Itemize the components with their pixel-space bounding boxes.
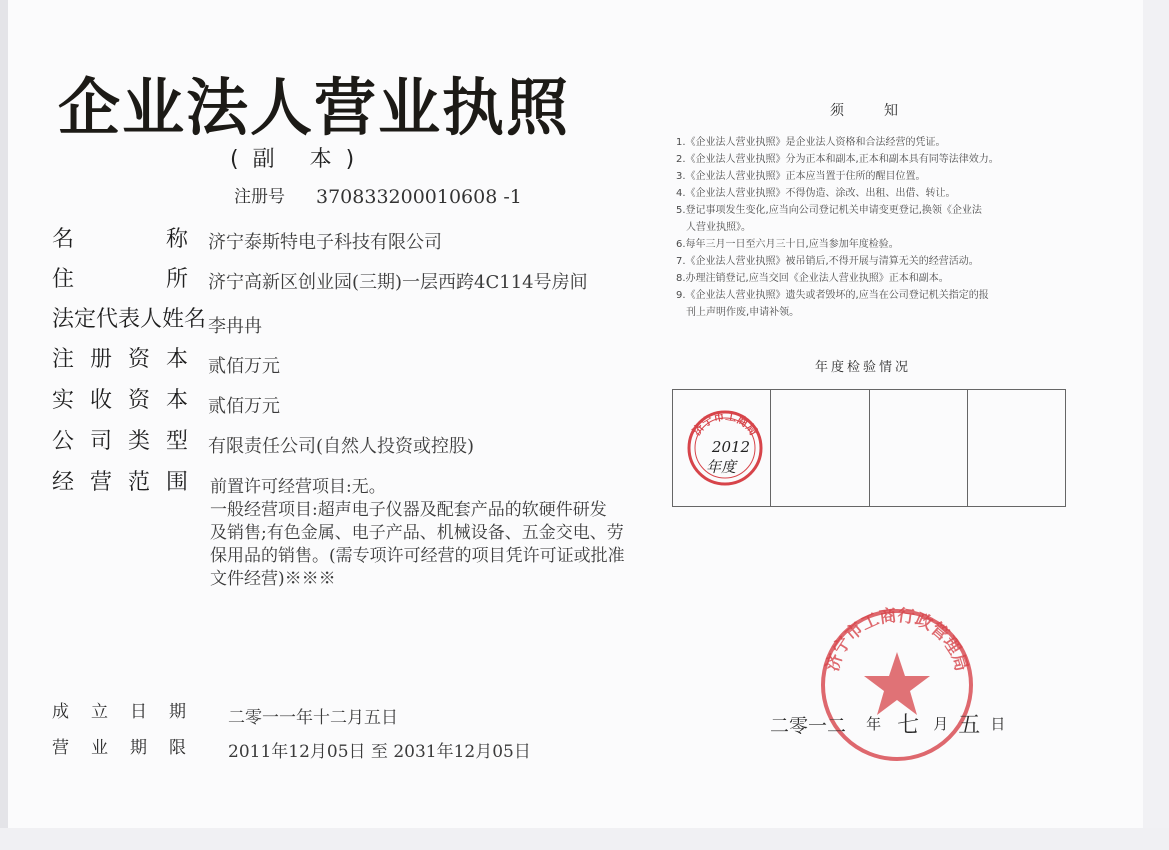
notice-item: 人营业执照》。 xyxy=(686,222,751,233)
notice-item: 1.《企业法人营业执照》是企业法人资格和合法经营的凭证。 xyxy=(676,137,946,148)
scope-line: 前置许可经营项目:无。 xyxy=(210,477,386,497)
copy-label: (副 本) xyxy=(230,147,369,172)
notice-item: 7.《企业法人营业执照》被吊销后,不得开展与清算无关的经营活动。 xyxy=(676,256,979,267)
notice-item: 5.登记事项发生变化,应当向公司登记机关申请变更登记,换领《企业法 xyxy=(676,205,982,216)
company-type-value: 有限责任公司(自然人投资或控股) xyxy=(208,436,475,457)
scan-edge-right xyxy=(1143,0,1169,850)
paid-capital-label: 实收资本 xyxy=(52,388,188,413)
name-label: 名称 xyxy=(52,227,188,252)
inspection-cell xyxy=(968,390,1065,506)
notice-item: 2.《企业法人营业执照》分为正本和副本,正本和副本具有同等法律效力。 xyxy=(676,154,999,165)
scan-edge-left xyxy=(0,0,8,850)
seal-star-icon xyxy=(864,652,930,715)
reg-no-value: 370833200010608 -1 xyxy=(316,186,522,208)
issue-date-year-char: 年 xyxy=(866,715,882,733)
notice-item: 8.办理注销登记,应当交回《企业法人营业执照》正本和副本。 xyxy=(676,273,949,284)
issue-date-month-value: 七 xyxy=(897,713,920,738)
notice-title: 须知 xyxy=(830,103,938,119)
business-scope-text xyxy=(210,476,630,591)
annual-inspection-title: 年度检验情况 xyxy=(815,360,912,375)
issue-date-day-value: 五 xyxy=(958,713,981,738)
scope-line: 一般经营项目:超声电子仪器及配套产品的软硬件研发 xyxy=(210,500,607,520)
reg-no-label: 注册号 xyxy=(234,187,285,207)
notice-item: 6.每年三月一日至六月三十日,应当参加年度检验。 xyxy=(676,239,899,250)
legal-rep-value: 李冉冉 xyxy=(208,316,262,337)
established-date-value: 二零一一年十二月五日 xyxy=(228,708,398,728)
address-label: 住所 xyxy=(52,267,188,292)
handwritten-year: 2012 xyxy=(711,438,751,456)
issue-date-day-char: 日 xyxy=(990,715,1006,733)
inspection-stamp-text: 济宁市工商局 xyxy=(689,409,761,438)
address-value: 济宁高新区创业园(三期)一层西跨4C114号房间 xyxy=(208,272,588,293)
inspection-cell xyxy=(771,390,869,506)
business-scope-label: 经营范围 xyxy=(52,470,188,495)
reg-capital-label: 注册资本 xyxy=(52,347,188,372)
annual-inspection-grid xyxy=(672,389,1066,507)
notice-item: 9.《企业法人营业执照》遗失或者毁坏的,应当在公司登记机关指定的报 xyxy=(676,290,989,301)
issue-date-month-char: 月 xyxy=(933,715,949,733)
scope-line: 保用品的销售。(需专项许可经营的项目凭许可证或批准 xyxy=(210,546,625,566)
scope-line: 及销售;有色金属、电子产品、机械设备、五金交电、劳 xyxy=(210,523,624,543)
company-type-label: 公司类型 xyxy=(52,429,188,454)
legal-rep-label: 法定代表人姓名 xyxy=(52,307,207,332)
notice-item: 刊上声明作废,申请补领。 xyxy=(686,307,800,318)
inspection-cell xyxy=(870,390,968,506)
business-term-label: 营业期限 xyxy=(52,738,186,758)
notice-list xyxy=(676,134,1076,321)
paid-capital-value: 贰佰万元 xyxy=(208,396,280,417)
handwritten-year-label: 年度 xyxy=(705,458,737,476)
official-seal xyxy=(812,600,982,770)
notice-item: 3.《企业法人营业执照》正本应当置于住所的醒目位置。 xyxy=(676,171,926,182)
scan-edge-bottom xyxy=(0,828,1169,850)
business-term-value: 2011年12月05日 至 2031年12月05日 xyxy=(228,742,531,762)
name-value: 济宁泰斯特电子科技有限公司 xyxy=(208,232,442,253)
inspection-cell xyxy=(673,390,771,506)
license-title: 企业法人营业执照 xyxy=(58,71,571,144)
established-date-label: 成立日期 xyxy=(52,702,186,722)
reg-capital-value: 贰佰万元 xyxy=(208,356,280,377)
scope-line: 文件经营)※※※ xyxy=(210,569,336,589)
issue-date-year-value: 二零一二 xyxy=(770,715,847,737)
notice-item: 4.《企业法人营业执照》不得伪造、涂改、出租、出借、转让。 xyxy=(676,188,956,199)
issue-date xyxy=(770,708,1005,739)
inspection-stamp xyxy=(673,390,773,506)
official-seal-text: 济宁市工商行政管理局 xyxy=(822,605,972,674)
